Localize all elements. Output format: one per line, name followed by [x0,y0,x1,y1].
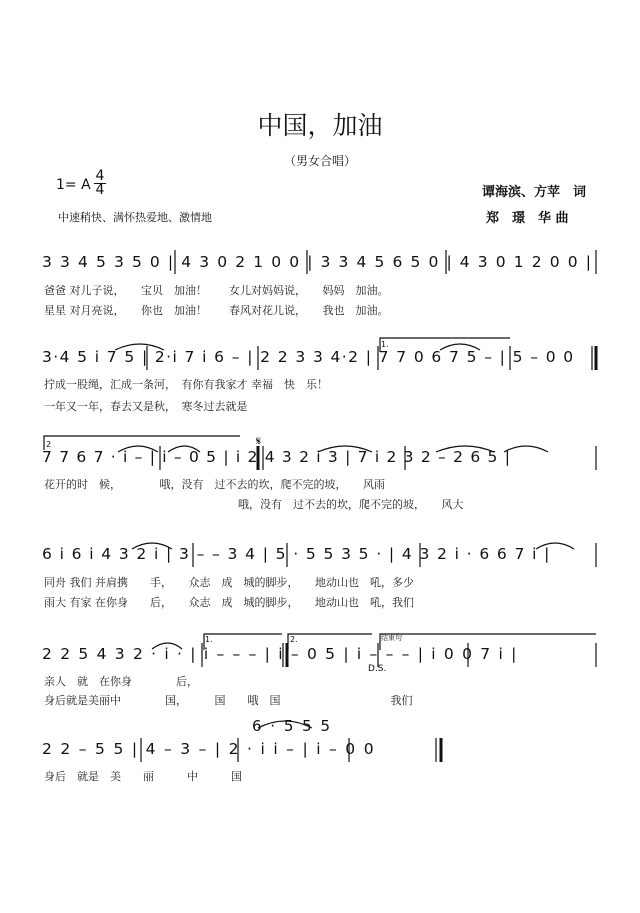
composer-credit: 郑 璟 华 曲 [486,211,569,226]
row1-lyric2: 星星 对月亮说， 你也 加油！ 春风对花儿说， 我也 加油。 [44,304,389,317]
row6-lyric1: 身后 就是 美 丽 中 国 [44,770,242,783]
time-bottom: 4 [95,182,105,198]
row1-lyric1: 爸爸 对儿子说， 宝贝 加油！ 女儿对妈妈说， 妈妈 加油。 [44,284,389,297]
row4-notes: 6 i 6 i 4 3 2 i | 3 – – 3 4 | 5 · 5 5 3 5 · | 4 3 2 i · 6 6 7 i | [42,545,551,563]
volta1-row5: 1. [205,635,213,644]
row5-notes: 2 2 5 4 3 2 · i · | i – – – | i – 0 5 | i – – – | i 0 0 7 i | [42,645,519,663]
segno-sign: 𝄋 [256,434,262,448]
volta2-row5: 2. [290,635,298,644]
row4-lyric1: 同舟 我们 并肩携 手， 众志 成 城的脚步， 地动山也 吼，多少 [44,576,414,589]
row6-notes: 2 2 – 5 5 | 4 – 3 – | 2 · i i – | i – 0 0 [42,740,376,758]
volta2-row3: 2 [46,440,52,449]
time-top: 4 [95,168,105,184]
row3-lyric1: 花开的时 候， 哦，没有 过不去的坎，爬不完的坡， 风雨 [44,478,385,491]
key-signature: 1= A [56,177,91,193]
row5-lyric1: 亲人 就 在你身 后， [44,675,198,688]
ds-marker: D.S. [368,664,387,674]
row5-lyric2: 身后就是美丽中 国， 国 哦 国 我们 [44,694,413,707]
volta1-row2: 1. [381,340,389,349]
row2-notes: 3·4 5 i 7 5 | 2·i 7 i 6 – | 2 2 3 3 4·2 | 7 7 0 6 7 5 – | 5 – 0 0 [42,348,575,366]
lyricist-credit: 谭海滨、方苹 词 [482,185,587,200]
row4-lyric2: 雨大 有家 在你身 后， 众志 成 城的脚步， 地动山也 吼，我们 [44,596,414,609]
time-signature [93,170,107,197]
row2-lyric2: 一年又一年，春去又是秋， 寒冬过去就是 [44,400,248,413]
row2-lyric1: 拧成一股绳，汇成一条河， 有你有我家才 幸福 快 乐！ [44,378,328,391]
row6-upper-notes: 6 · 5 5 5 [252,717,333,735]
tempo-marking: 中速稍快、满怀热爱地、激情地 [58,211,212,224]
row3-lyric2: 哦，没有 过不去的坎，爬不完的坡， 风大 [238,498,464,511]
row3-notes: 7 7 6 7 · i – | i – 0 5 | i 2 4 3 2 i 3 | 7 i 2 3 2 – 2 6 5 | [42,448,512,466]
row1-notes: 3 3 4 5 3 5 0 | 4 3 0 2 1 0 0 | 3 3 4 5 6 5 0 | 4 3 0 1 2 0 0 | [42,253,593,271]
ending-label: 结束句 [381,634,402,642]
song-subtitle: （男女合唱） [283,154,356,168]
song-title: 中国，加油 [257,111,383,140]
